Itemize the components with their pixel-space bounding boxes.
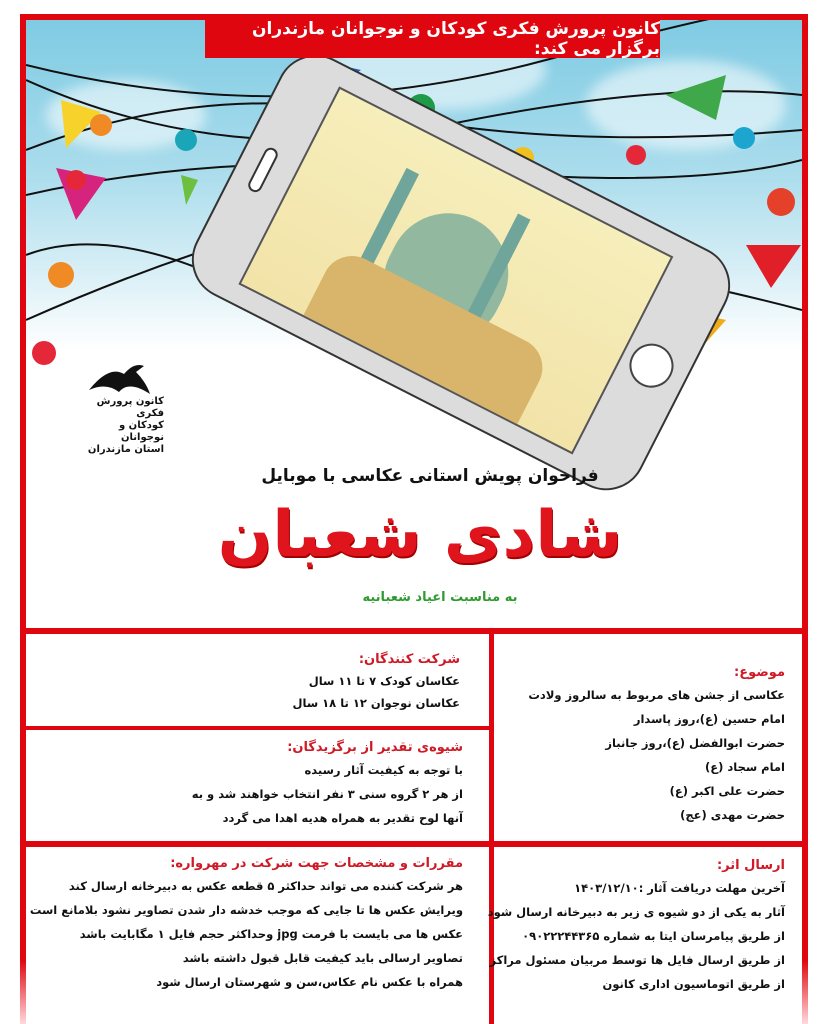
section-line: از طریق ارسال فایل ها توسط مربیان مسئول مراکز xyxy=(489,953,785,967)
section-line: حضرت ابوالفضل (ع)،روز جانباز xyxy=(605,736,785,750)
section-title: شیوه‌ی تقدیر از برگزیدگان: xyxy=(287,740,463,755)
occasion-text: به مناسبت اعیاد شعبانیه xyxy=(362,590,518,605)
subject-section xyxy=(520,665,785,827)
kanoon-bird-logo-icon xyxy=(84,360,154,396)
section-line: آثار به یکی از دو شیوه ی زیر به دبیرخانه ارسال شود xyxy=(487,905,785,919)
section-line: آنها لوح تقدیر به همراه هدیه اهدا می گردد xyxy=(222,811,463,825)
section-line: عکاسی از جشن های مربوط به سالروز ولادت xyxy=(528,688,785,702)
section-title: شرکت کنندگان: xyxy=(358,652,460,667)
divider xyxy=(20,628,808,634)
frame-fade xyxy=(802,960,808,1024)
section-line: حضرت علی اکبر (ع) xyxy=(669,784,785,798)
section-line: امام سجاد (ع) xyxy=(704,760,785,774)
home-button xyxy=(622,336,681,395)
frame-fade xyxy=(20,960,26,1024)
section-title: مقررات و مشخصات جهت شرکت در مهرواره: xyxy=(170,856,463,871)
section-line: هر شرکت کننده می تواند حداکثر ۵ قطعه عکس به دبیرخانه ارسال کند xyxy=(68,879,463,893)
divider xyxy=(20,841,808,847)
section-line: حضرت مهدی (عج) xyxy=(680,808,785,822)
logo-line: کانون پرورش فکری xyxy=(96,396,164,419)
rules-section xyxy=(29,856,463,994)
submission-section xyxy=(487,858,785,996)
section-line: ویرایش عکس ها تا جایی که موجب خدشه دار شدن تصاویر نشود بلامانع است xyxy=(29,903,463,917)
section-line: از طریق اتوماسیون اداری کانون xyxy=(602,977,785,991)
campaign-title: شادی شعبان xyxy=(217,498,623,572)
logo-line: استان مازندران xyxy=(87,444,164,455)
deadline-line: آخرین مهلت دریافت آثار :۱۴۰۳/۱۲/۱۰ xyxy=(574,881,785,895)
phone-line: از طریق پیامرسان ایتا به شماره ۰۹۰۲۲۲۴۴۳۶۵ xyxy=(522,929,785,943)
section-title: موضوع: xyxy=(734,665,785,680)
section-line: با توجه به کیفیت آثار رسیده xyxy=(304,763,463,777)
awards-section xyxy=(191,740,463,830)
section-line: از هر ۲ گروه سنی ۳ نفر انتخاب خواهند شد و به xyxy=(191,787,463,801)
speaker-slot xyxy=(246,145,280,194)
campaign-subtitle: فراخوان پویش استانی عکاسی با موبایل xyxy=(261,466,599,486)
participants-section xyxy=(280,652,460,714)
section-line: تصاویر ارسالی باید کیفیت قابل قبول داشته باشد xyxy=(182,951,463,965)
section-line: امام حسین (ع)،روز پاسدار xyxy=(633,712,785,726)
logo-text xyxy=(84,396,164,456)
section-title: ارسال اثر: xyxy=(716,858,785,873)
organizer-banner: کانون پرورش فکری کودکان و نوجوانان مازندران برگزار می کند: xyxy=(205,20,660,58)
section-line: همراه با عکس نام عکاس،سن و شهرستان ارسال شود xyxy=(156,975,463,989)
logo-line: کودکان و نوجوانان xyxy=(118,420,164,443)
section-line: عکاسان کودک ۷ تا ۱۱ سال xyxy=(308,674,460,688)
organization-logo xyxy=(84,360,194,455)
section-line: عکس ها می بایست با فرمت jpg وحداکثر حجم فایل ۱ مگابایت باشد xyxy=(79,927,463,941)
divider xyxy=(20,726,492,730)
section-line: عکاسان نوجوان ۱۲ تا ۱۸ سال xyxy=(292,696,460,710)
